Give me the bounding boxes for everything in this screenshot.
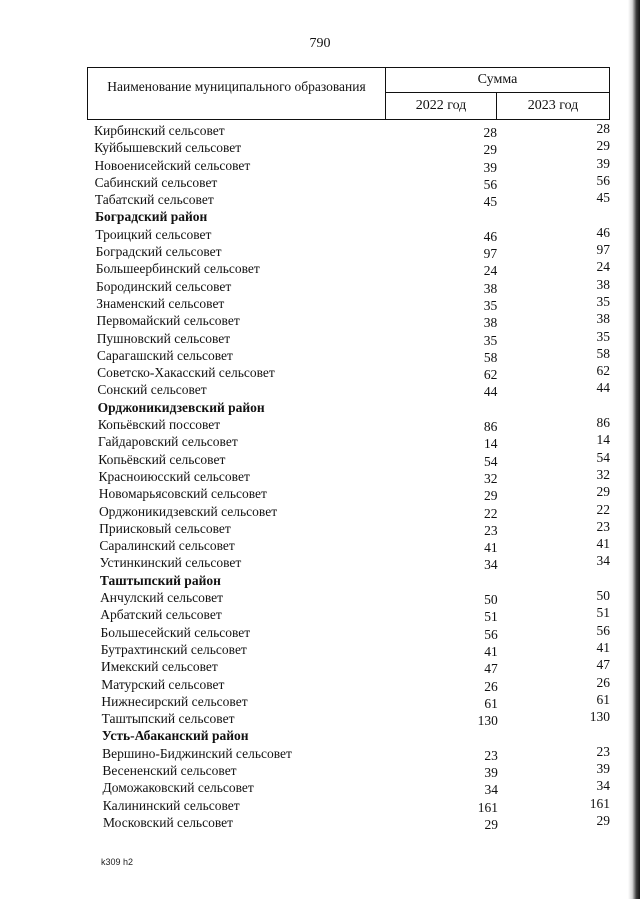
municipality-name: Саралинский сельсовет [99, 538, 235, 554]
value-2022: 38 [483, 280, 498, 296]
footer-code: k309 h2 [101, 857, 134, 867]
table-row [0, 797, 640, 814]
municipality-name: Анчулский сельсовет [100, 590, 224, 606]
table-row [0, 139, 640, 156]
municipality-name: Арбатский сельсовет [100, 607, 222, 623]
value-2023: 23 [596, 743, 610, 759]
district-header-row [0, 208, 640, 225]
value-2022: 58 [483, 349, 498, 365]
value-2022: 50 [484, 592, 498, 608]
value-2023: 23 [596, 518, 610, 534]
value-2023: 97 [596, 242, 610, 258]
table-row [0, 278, 640, 295]
value-2023: 29 [596, 138, 610, 154]
value-2022: 56 [484, 626, 498, 642]
value-2022: 130 [477, 713, 498, 729]
municipality-name: Московский сельсовет [103, 814, 234, 830]
value-2023: 14 [596, 432, 610, 448]
table-row [0, 762, 640, 779]
value-2023: 26 [596, 674, 610, 690]
value-2023: 28 [596, 121, 610, 136]
value-2022: 161 [477, 799, 498, 815]
table-body [0, 122, 640, 831]
value-2022: 41 [484, 643, 498, 659]
table-row [0, 451, 640, 468]
municipality-name: Советско-Хакасский сельсовет [97, 365, 275, 381]
district-name: Усть-Абаканский район [101, 728, 249, 744]
table-row [0, 520, 640, 537]
value-2022: 41 [484, 540, 498, 556]
value-2022: 34 [484, 782, 498, 798]
table-row [0, 260, 640, 277]
municipality-name: Новомарьясовский сельсовет [98, 486, 267, 502]
value-2023: 54 [596, 449, 610, 465]
municipality-name: Знаменский сельсовет [96, 295, 225, 311]
municipality-name: Кирбинский сельсовет [94, 123, 225, 138]
table-row [0, 330, 640, 347]
value-2023: 56 [596, 622, 610, 638]
value-2022: 47 [484, 661, 498, 677]
municipality-name: Сабинский сельсовет [94, 174, 218, 190]
table-row [0, 606, 640, 623]
value-2023: 38 [596, 311, 610, 327]
district-name: Боградский район [95, 209, 208, 225]
table-row [0, 641, 640, 658]
municipality-name: Орджоникидзевский сельсовет [98, 503, 278, 519]
municipality-name: Бутрахтинский сельсовет [100, 641, 247, 657]
district-name: Орджоникидзевский район [97, 399, 265, 415]
value-2023: 22 [596, 501, 610, 517]
municipality-name: Имекский сельсовет [100, 659, 218, 675]
header-name-column: Наименование муниципального образования [88, 68, 386, 119]
value-2023: 61 [596, 691, 610, 707]
value-2023: 51 [596, 605, 610, 621]
municipality-name: Копьёвский поссовет [97, 417, 221, 433]
municipality-name: Новоенисейский сельсовет [94, 157, 251, 173]
value-2022: 23 [484, 747, 498, 763]
municipality-name: Весененский сельсовет [102, 762, 237, 778]
value-2023: 41 [596, 536, 610, 552]
table-row [0, 676, 640, 693]
value-2022: 28 [483, 125, 497, 140]
municipality-name: Доможаковский сельсовет [102, 780, 254, 796]
header-sum-column: Сумма [386, 68, 609, 93]
value-2023: 35 [596, 293, 610, 309]
value-2022: 35 [483, 297, 498, 313]
municipality-name: Нижнесирский сельсовет [101, 693, 248, 709]
table-row [0, 745, 640, 762]
value-2022: 97 [483, 246, 498, 262]
table-row [0, 779, 640, 796]
table-row [0, 243, 640, 260]
municipality-name: Калининский сельсовет [102, 797, 240, 813]
value-2023: 62 [596, 363, 610, 379]
value-2023: 34 [596, 553, 610, 569]
value-2022: 62 [483, 367, 498, 383]
table-row [0, 624, 640, 641]
value-2023: 39 [596, 155, 610, 171]
value-2023: 50 [596, 588, 610, 604]
municipality-name: Таштыпский сельсовет [101, 711, 235, 727]
value-2022: 29 [483, 142, 498, 158]
value-2023: 35 [596, 328, 610, 344]
municipality-name: Боградский сельсовет [95, 244, 222, 260]
table-row [0, 658, 640, 675]
table-row [0, 503, 640, 520]
municipality-name: Копьёвский сельсовет [98, 451, 226, 467]
municipality-name: Красноиюсский сельсовет [98, 468, 250, 484]
page-number: 790 [309, 36, 331, 51]
district-header-row [0, 572, 640, 589]
header-year-2022: 2022 год [386, 93, 497, 119]
table-row [0, 710, 640, 727]
table-row [0, 226, 640, 243]
value-2022: 39 [483, 159, 498, 175]
value-2023: 56 [596, 172, 610, 188]
value-2022: 86 [483, 419, 498, 435]
value-2023: 45 [596, 190, 610, 206]
municipality-name: Вершино-Биджинский сельсовет [102, 745, 292, 761]
municipality-name: Первомайский сельсовет [96, 313, 240, 329]
table-row [0, 485, 640, 502]
municipality-name: Приисковый сельсовет [99, 520, 231, 536]
value-2023: 47 [596, 657, 610, 673]
value-2022: 35 [483, 332, 498, 348]
table-row [0, 295, 640, 312]
value-2022: 29 [484, 816, 498, 832]
value-2023: 41 [596, 639, 610, 655]
value-2023: 24 [596, 259, 610, 275]
value-2023: 39 [596, 760, 610, 776]
value-2023: 58 [596, 345, 610, 361]
municipality-name: Сонский сельсовет [97, 382, 207, 398]
municipality-name: Бородинский сельсовет [96, 278, 232, 294]
table-row [0, 554, 640, 571]
table-row [0, 468, 640, 485]
value-2022: 23 [484, 522, 498, 538]
value-2022: 26 [484, 678, 498, 694]
table-row [0, 537, 640, 554]
district-header-row [0, 727, 640, 744]
value-2022: 46 [483, 228, 498, 244]
table-row [0, 364, 640, 381]
value-2022: 39 [484, 764, 498, 780]
municipality-name: Большесейский сельсовет [100, 624, 251, 640]
value-2022: 34 [484, 557, 498, 573]
municipality-name: Большеербинский сельсовет [95, 261, 260, 277]
table-row [0, 312, 640, 329]
value-2022: 56 [483, 176, 498, 192]
municipality-name: Матурский сельсовет [101, 676, 225, 692]
value-2022: 29 [484, 488, 498, 504]
header-year-2023: 2023 год [527, 98, 579, 113]
municipality-name: Пушновский сельсовет [96, 330, 231, 346]
value-2023: 161 [589, 795, 610, 811]
value-2022: 54 [483, 453, 498, 469]
table-row [0, 814, 640, 831]
table-row [0, 191, 640, 208]
value-2022: 32 [484, 470, 498, 486]
table-header [87, 67, 610, 120]
value-2022: 22 [484, 505, 498, 521]
district-header-row [0, 399, 640, 416]
table-row [0, 347, 640, 364]
value-2023: 86 [596, 415, 610, 431]
table-row [0, 381, 640, 398]
value-2023: 29 [596, 812, 610, 828]
value-2023: 29 [596, 484, 610, 500]
value-2023: 46 [596, 224, 610, 240]
value-2023: 34 [596, 778, 610, 794]
municipality-name: Троицкий сельсовет [95, 226, 212, 242]
municipality-name: Устинкинский сельсовет [99, 555, 242, 571]
municipality-name: Куйбышевский сельсовет [94, 140, 242, 156]
value-2023: 38 [596, 276, 610, 292]
table-row [0, 122, 640, 139]
table-row [0, 589, 640, 606]
value-2022: 51 [484, 609, 498, 625]
table-row [0, 157, 640, 174]
value-2022: 24 [483, 263, 498, 279]
district-name: Таштыпский район [99, 572, 221, 588]
value-2022: 45 [483, 194, 498, 210]
table-row [0, 693, 640, 710]
municipality-name: Гайдаровский сельсовет [98, 434, 238, 450]
municipality-name: Сарагашский сельсовет [96, 347, 233, 363]
value-2023: 44 [596, 380, 610, 396]
table-row [0, 433, 640, 450]
value-2022: 38 [483, 315, 498, 331]
table-row [0, 174, 640, 191]
value-2022: 14 [483, 436, 498, 452]
value-2022: 44 [483, 384, 498, 400]
value-2023: 32 [596, 466, 610, 482]
table-row [0, 416, 640, 433]
value-2023: 130 [589, 709, 610, 725]
municipality-name: Табатский сельсовет [94, 192, 214, 208]
value-2022: 61 [484, 695, 498, 711]
